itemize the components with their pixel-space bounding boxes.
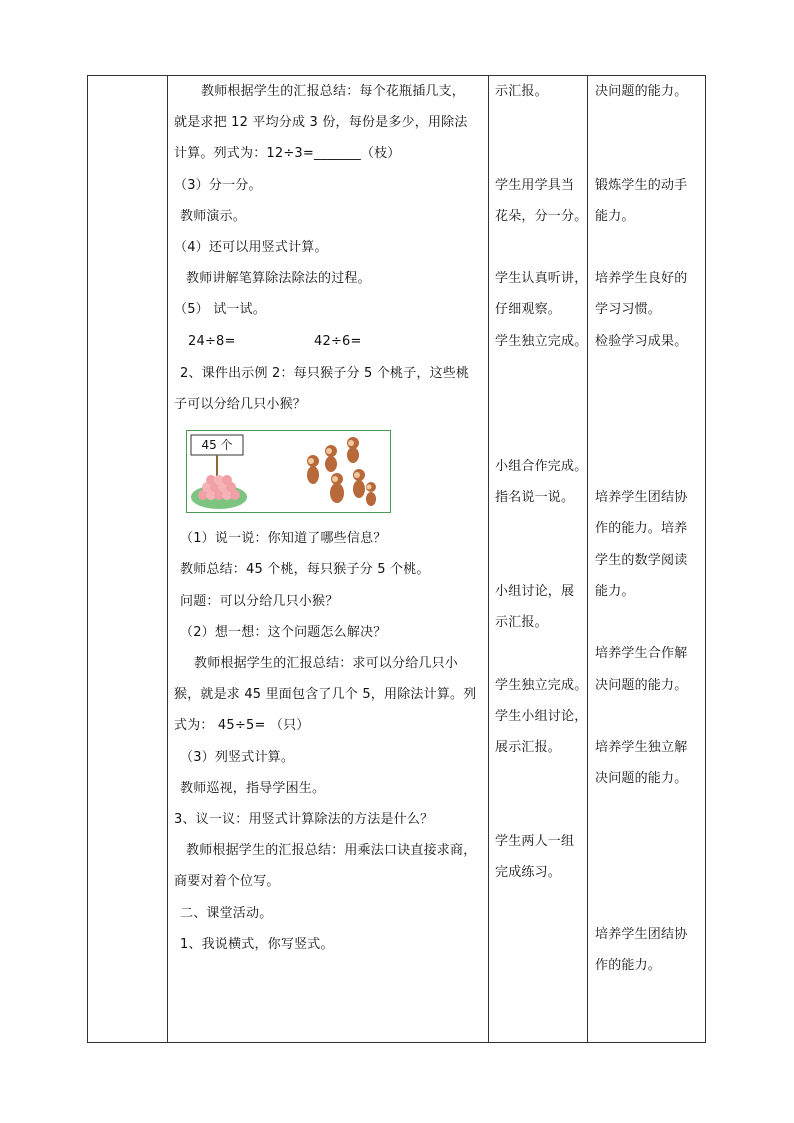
- main-line: 就是求把 12 平均分成 3 份，每份是多少，用除法: [174, 115, 468, 130]
- intent-line: 学生的数学阅读: [595, 553, 688, 568]
- main-line: 教师巡视，指导学困生。: [180, 781, 326, 796]
- student-line: 示汇报。: [495, 615, 548, 630]
- main-line: （2）想一想：这个问题怎么解决？: [180, 625, 387, 640]
- main-line: （3）列竖式计算。: [180, 750, 295, 765]
- student-line: 学生认真听讲，: [495, 271, 588, 286]
- student-line: 学生小组讨论，: [495, 709, 588, 724]
- main-line: 教师总结：45 个桃，每只猴子分 5 个桃。: [180, 562, 430, 577]
- intent-line: 培养学生独立解: [595, 740, 688, 755]
- student-line: 展示汇报。: [495, 740, 562, 755]
- student-line: 学生两人一组: [495, 834, 575, 849]
- main-line: （4）还可以用竖式计算。: [174, 240, 328, 255]
- main-line: 3、议一议：用竖式计算除法的方法是什么？: [174, 812, 434, 827]
- main-line: 二、课堂活动。: [180, 906, 273, 921]
- peach-monkey-drawing: [187, 431, 390, 512]
- intent-line: 培养学生良好的: [595, 271, 688, 286]
- peach-pile-icon: [191, 475, 247, 509]
- main-line: 2、课件出示例 2：每只猴子分 5 个桃子，这些桃: [180, 366, 470, 381]
- main-line: 教师演示。: [180, 209, 247, 224]
- intent-line: 培养学生团结协: [595, 927, 688, 942]
- main-line: （1）说一说：你知道了哪些信息？: [180, 531, 387, 546]
- column-divider-2: [488, 75, 489, 1043]
- intent-line: 培养学生团结协: [595, 490, 688, 505]
- student-line: 学生独立完成。: [495, 334, 588, 349]
- intent-line: 决问题的能力。: [595, 84, 688, 99]
- intent-line: 作的能力。: [595, 958, 662, 973]
- main-line: 42÷6=: [314, 334, 362, 349]
- student-line: 学生独立完成。: [495, 678, 588, 693]
- student-line: 小组讨论，展: [495, 584, 575, 599]
- main-line: 式为： 45÷5= （只）: [174, 718, 310, 733]
- main-line: 教师根据学生的汇报总结：求可以分给几只小: [194, 656, 459, 671]
- student-line: 指名说一说。: [495, 490, 575, 505]
- intent-line: 锻炼学生的动手: [595, 178, 688, 193]
- student-line: 示汇报。: [495, 84, 548, 99]
- intent-line: 作的能力。培养: [595, 521, 688, 536]
- column-divider-1: [167, 75, 168, 1043]
- intent-line: 决问题的能力。: [595, 771, 688, 786]
- main-line: 猴，就是求 45 里面包含了几个 5，用除法计算。列: [174, 687, 477, 702]
- main-line: （3）分一分。: [174, 178, 262, 193]
- intent-line: 检验学习成果。: [595, 334, 688, 349]
- student-line: 小组合作完成。: [495, 459, 588, 474]
- main-line: 教师根据学生的汇报总结：用乘法口诀直接求商，: [186, 843, 477, 858]
- intent-line: 学习习惯。: [595, 302, 662, 317]
- sign-text: 45 个: [201, 438, 233, 452]
- monkeys-icon: [307, 437, 376, 506]
- student-line: 仔细观察。: [495, 302, 562, 317]
- intent-line: 决问题的能力。: [595, 678, 688, 693]
- student-line: 完成练习。: [495, 865, 562, 880]
- intent-line: 能力。: [595, 584, 635, 599]
- main-line: 24÷8=: [188, 334, 236, 349]
- main-line: 1、我说横式，你写竖式。: [180, 937, 334, 952]
- peach-monkey-illustration: [186, 430, 391, 513]
- main-line: （5） 试一试。: [174, 302, 267, 317]
- main-line: 问题：可以分给几只小猴？: [180, 594, 339, 609]
- main-line: 计算。列式为：12÷3=_______（枝）: [174, 146, 401, 161]
- intent-line: 培养学生合作解: [595, 646, 688, 661]
- main-line: 子可以分给几只小猴？: [174, 397, 307, 412]
- main-line: 商要对着个位写。: [174, 874, 280, 889]
- student-line: 花朵，分一分。: [495, 209, 588, 224]
- student-line: 学生用学具当: [495, 178, 575, 193]
- main-line: 教师根据学生的汇报总结：每个花瓶插几支，: [201, 84, 466, 99]
- intent-line: 能力。: [595, 209, 635, 224]
- main-line: 教师讲解笔算除法除法的过程。: [186, 271, 371, 286]
